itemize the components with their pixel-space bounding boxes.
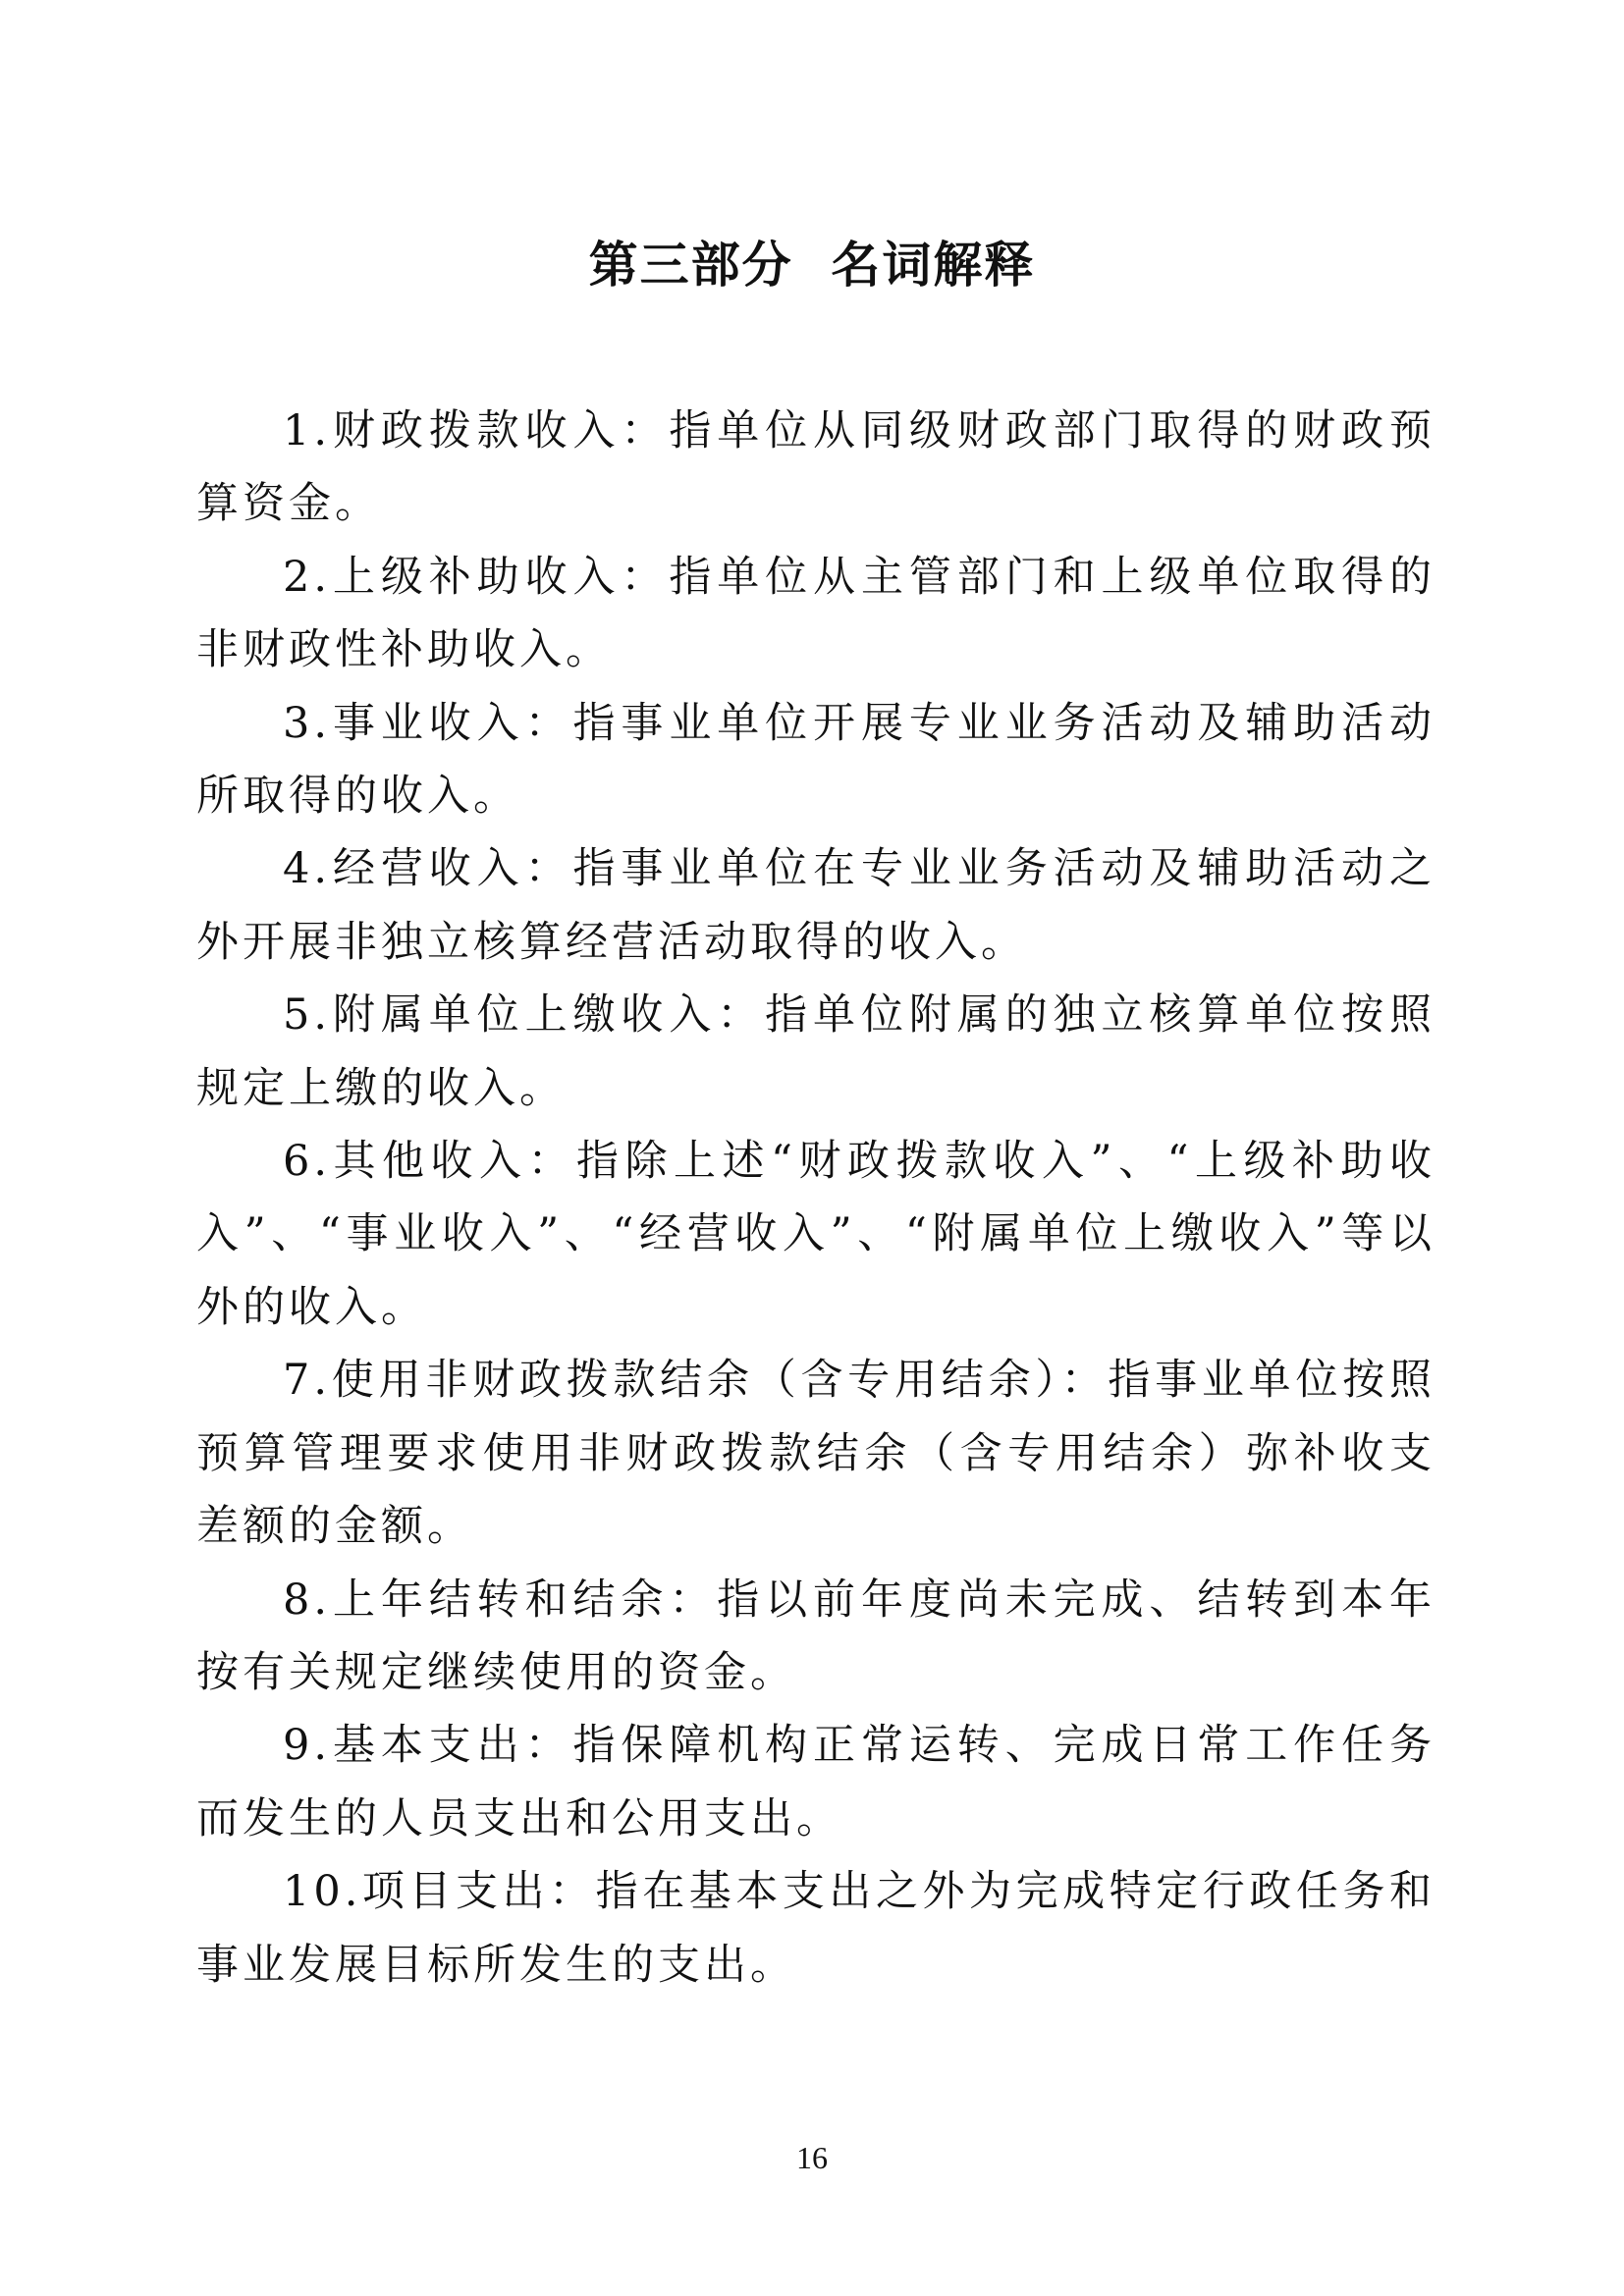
- glossary-item-project-expenditure: 10.项目支出：指在基本支出之外为完成特定行政任务和事业发展目标所发生的支出。: [196, 1867, 1435, 1990]
- glossary-item-other-income: 6.其他收入：指除上述“财政拨款收入”、“上级补助收入”、“事业收入”、“经营收入”、“附属单位上缴收入”等以外的收入。: [196, 1137, 1435, 1332]
- page-number: 16: [796, 2140, 828, 2175]
- glossary-item-affiliated-unit-remittance: 5.附属单位上缴收入：指单位附属的独立核算单位按照规定上缴的收入。: [196, 990, 1435, 1113]
- glossary-item-fiscal-appropriation-income: 1.财政拨款收入：指单位从同级财政部门取得的财政预算资金。: [196, 406, 1435, 529]
- glossary-item-prior-year-carryover: 8.上年结转和结余：指以前年度尚未完成、结转到本年按有关规定继续使用的资金。: [196, 1575, 1435, 1697]
- glossary-item-business-income: 3.事业收入：指事业单位开展专业业务活动及辅助活动所取得的收入。: [196, 698, 1435, 822]
- glossary-item-basic-expenditure: 9.基本支出：指保障机构正常运转、完成日常工作任务而发生的人员支出和公用支出。: [196, 1721, 1435, 1843]
- glossary-item-operating-income: 4.经营收入：指事业单位在专业业务活动及辅助活动之外开展非独立核算经营活动取得的收入。: [196, 844, 1435, 967]
- glossary-item-non-fiscal-balance-use: 7.使用非财政拨款结余（含专用结余）：指事业单位按照预算管理要求使用非财政拨款结余（含专用结余）弥补收支差额的金额。: [196, 1356, 1435, 1552]
- glossary-item-superior-subsidy-income: 2.上级补助收入：指单位从主管部门和上级单位取得的非财政性补助收入。: [196, 552, 1435, 675]
- glossary-body: [196, 395, 1435, 2002]
- page-title: 第三部分 名词解释: [588, 237, 1036, 294]
